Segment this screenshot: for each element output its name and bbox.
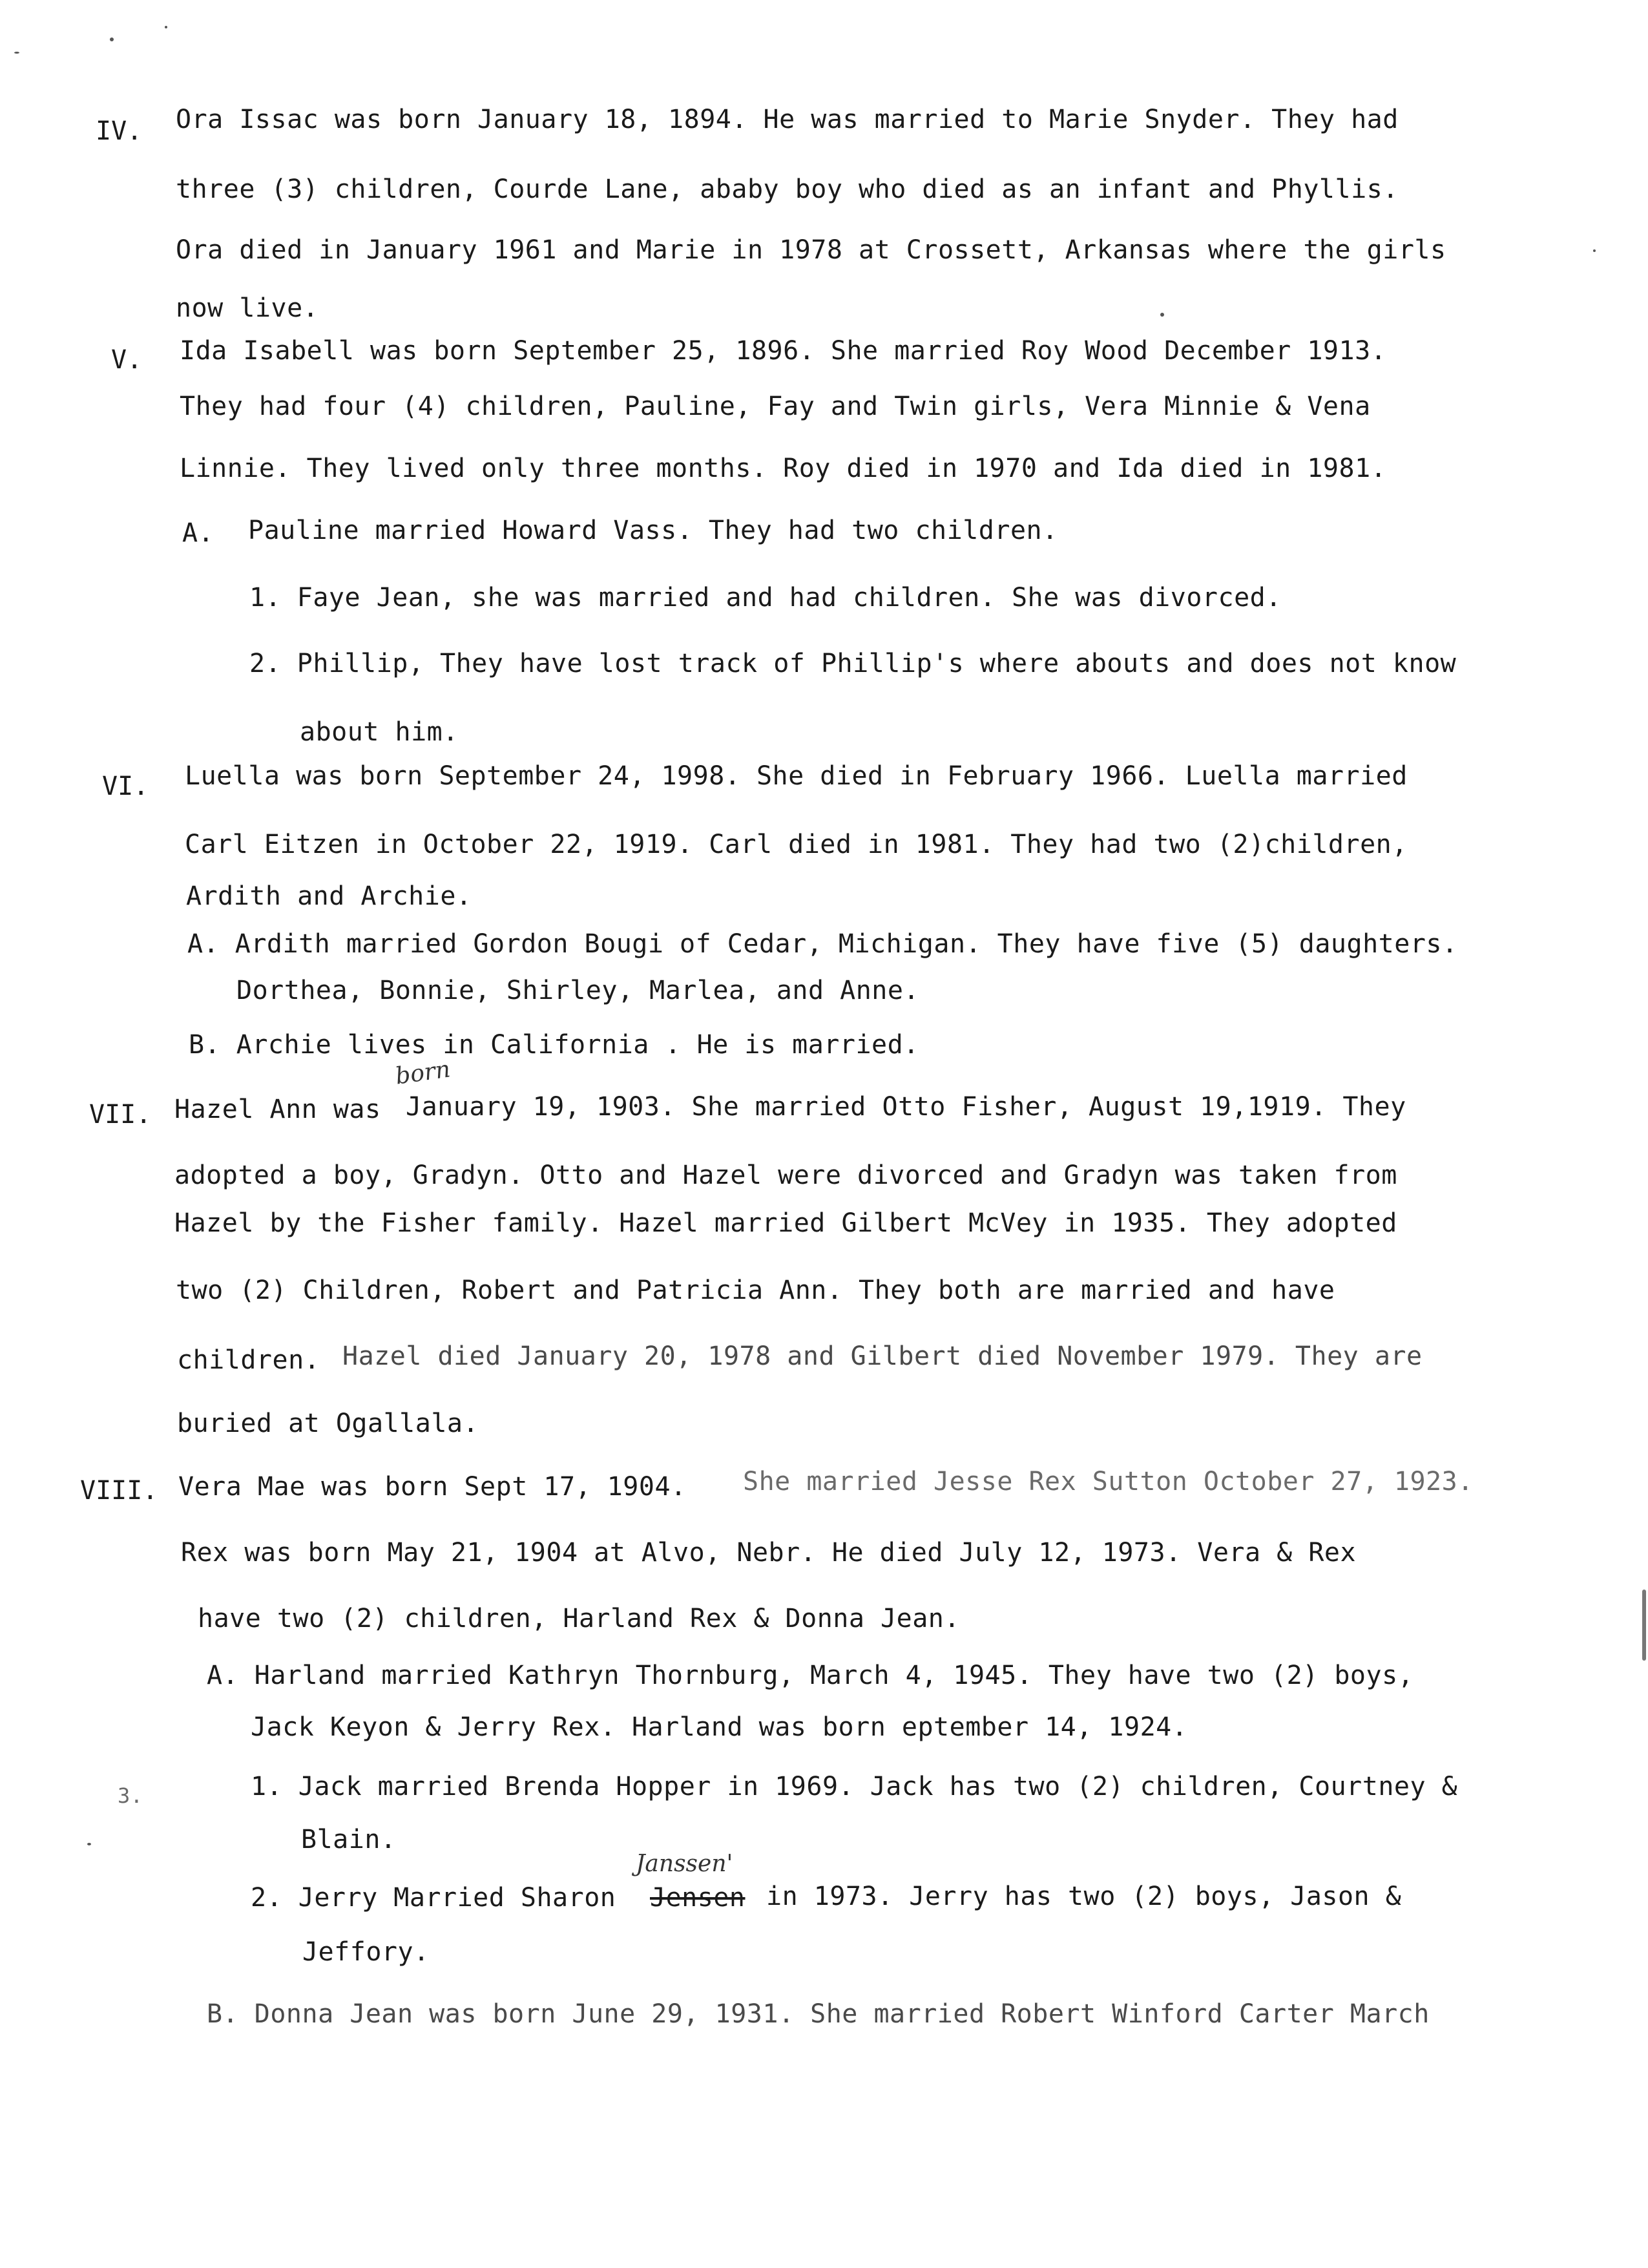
scan-edge-mark (1642, 1590, 1646, 1661)
section-v-line-2: They had four (4) children, Pauline, Fay and Twin girls, Vera Minnie & Vena (180, 392, 1371, 421)
section-viii-sub-b: B. Donna Jean was born June 29, 1931. She married Robert Winford Carter March (207, 1999, 1430, 2029)
section-viii-line-3: have two (2) children, Harland Rex & Donna Jean. (198, 1604, 960, 1633)
scan-speck (1160, 313, 1164, 317)
section-v-sub-a: Pauline married Howard Vass. They had two children. (248, 516, 1058, 545)
section-v-line-3: Linnie. They lived only three months. Roy died in 1970 and Ida died in 1981. (180, 454, 1387, 483)
section-viii-item-2-post: in 1973. Jerry has two (2) boys, Jason & (766, 1882, 1402, 1911)
section-vii-line-4: two (2) Children, Robert and Patricia Ann. They both are married and have (176, 1276, 1335, 1305)
section-viii-line-2: Rex was born May 21, 1904 at Alvo, Nebr. He died July 12, 1973. Vera & Rex (181, 1538, 1357, 1568)
section-vi-sub-b: B. Archie lives in California . He is married. (189, 1030, 919, 1060)
section-iv-line-3: Ora died in January 1961 and Marie in 1978 at Crossett, Arkansas where the girls (176, 235, 1446, 265)
section-viii-handwritten-correction: Janssen' (636, 1851, 733, 1877)
section-iv-line-1: Ora Issac was born January 18, 1894. He was married to Marie Snyder. They had (176, 105, 1399, 134)
scan-speck (165, 26, 167, 28)
section-viii-item-2-struck: Jensen (650, 1883, 746, 1913)
section-numeral-viii: VIII. (80, 1476, 158, 1506)
section-viii-item-1-cont: Blain. (301, 1825, 397, 1854)
section-v-item-1: 1. Faye Jean, she was married and had children. She was divorced. (249, 583, 1282, 613)
margin-mark: 3. (118, 1783, 143, 1808)
section-viii-item-1: 1. Jack married Brenda Hopper in 1969. Jack has two (2) children, Courtney & (251, 1772, 1458, 1801)
section-vii-handwritten-insert: born (393, 1056, 452, 1090)
section-viii-line-1-post: She married Jesse Rex Sutton October 27, 1923. (743, 1467, 1474, 1496)
section-vii-line-6: buried at Ogallala. (177, 1409, 479, 1438)
section-vi-line-2: Carl Eitzen in October 22, 1919. Carl died in 1981. They had two (2)children, (185, 830, 1408, 859)
scan-speck (1593, 249, 1596, 252)
section-v-item-2-cont: about him. (300, 717, 459, 747)
section-vii-line-5-pre: children. (177, 1345, 320, 1375)
section-numeral-vii: VII. (89, 1100, 152, 1129)
section-numeral-vi: VI. (102, 772, 149, 801)
section-vii-line-1-pre: Hazel Ann was (174, 1095, 381, 1124)
section-iv-line-2: three (3) children, Courde Lane, ababy boy who died as an infant and Phyllis. (176, 174, 1399, 204)
scan-speck (110, 37, 114, 41)
section-v-line-1: Ida Isabell was born September 25, 1896. She married Roy Wood December 1913. (180, 336, 1387, 366)
scan-speck (14, 52, 19, 54)
section-v-sub-a-label: A. (182, 518, 214, 548)
section-viii-item-2-pre: 2. Jerry Married Sharon (251, 1883, 616, 1913)
section-numeral-iv: IV. (96, 116, 143, 146)
section-iv-line-4: now live. (176, 293, 319, 323)
section-vi-sub-a-cont: Dorthea, Bonnie, Shirley, Marlea, and Anne. (236, 976, 920, 1005)
section-viii-sub-a-cont: Jack Keyon & Jerry Rex. Harland was born eptember 14, 1924. (251, 1712, 1188, 1742)
section-vii-line-2: adopted a boy, Gradyn. Otto and Hazel were divorced and Gradyn was taken from (174, 1160, 1397, 1190)
section-viii-line-1-pre: Vera Mae was born Sept 17, 1904. (178, 1472, 687, 1502)
scan-speck (87, 1843, 91, 1845)
section-vi-line-1: Luella was born September 24, 1998. She died in February 1966. Luella married (185, 761, 1408, 791)
section-vi-line-3: Ardith and Archie. (186, 881, 472, 911)
section-vii-line-3: Hazel by the Fisher family. Hazel married Gilbert McVey in 1935. They adopted (174, 1208, 1397, 1238)
section-vi-sub-a: A. Ardith married Gordon Bougi of Cedar, Michigan. They have five (5) daughters. (187, 929, 1458, 959)
section-vii-line-5-post: Hazel died January 20, 1978 and Gilbert died November 1979. They are (342, 1341, 1423, 1371)
section-v-item-2: 2. Phillip, They have lost track of Phillip's where abouts and does not know (249, 649, 1457, 678)
section-numeral-v: V. (111, 345, 143, 375)
section-viii-sub-a: A. Harland married Kathryn Thornburg, March 4, 1945. They have two (2) boys, (207, 1661, 1414, 1690)
section-viii-item-2-cont: Jeffory. (302, 1937, 430, 1967)
section-vii-line-1-post: January 19, 1903. She married Otto Fisher, August 19,1919. They (406, 1092, 1406, 1122)
